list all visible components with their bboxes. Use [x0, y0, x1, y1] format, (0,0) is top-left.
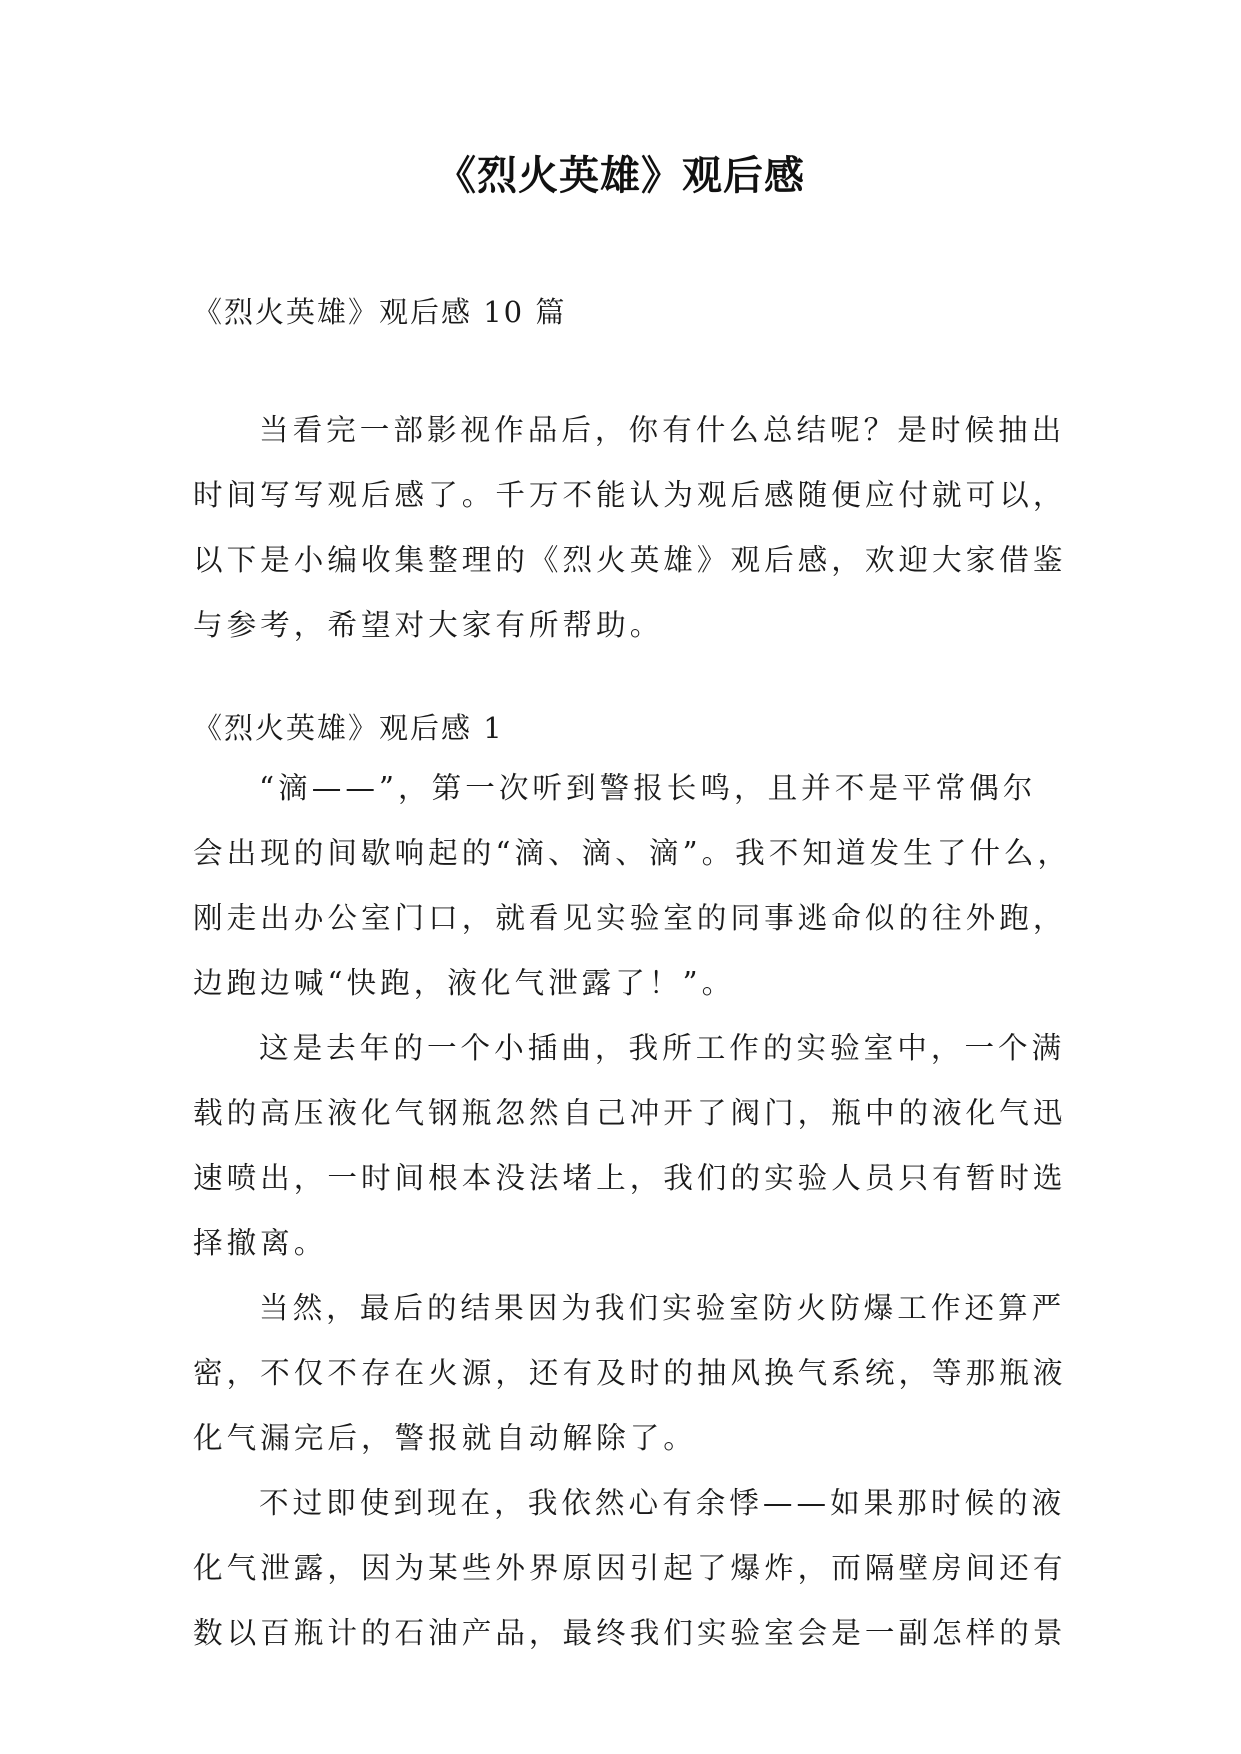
text-line: 当然，最后的结果因为我们实验室防火防爆工作还算严: [259, 1291, 1066, 1325]
text-line: 这是去年的一个小插曲，我所工作的实验室中，一个满: [259, 1031, 1066, 1065]
text-line: 刚走出办公室门口，就看见实验室的同事逃命似的往外跑，: [193, 901, 1067, 935]
text-line: 与参考，希望对大家有所帮助。: [193, 608, 664, 642]
body-paragraph-4: [193, 1471, 1073, 1666]
section-heading: 《烈火英雄》观后感 1: [193, 711, 504, 745]
body-paragraph-3: [193, 1276, 1073, 1471]
intro-paragraph: [193, 398, 1073, 658]
document-subtitle: 《烈火英雄》观后感 10 篇: [193, 295, 567, 329]
text-line: 密，不仅不存在火源，还有及时的抽风换气系统，等那瓶液: [193, 1356, 1067, 1390]
text-line: 速喷出，一时间根本没法堵上，我们的实验人员只有暂时选: [193, 1161, 1067, 1195]
text-line: 以下是小编收集整理的《烈火英雄》观后感，欢迎大家借鉴: [193, 543, 1067, 577]
text-line: 化气泄露，因为某些外界原因引起了爆炸，而隔壁房间还有: [193, 1551, 1067, 1585]
text-line: “滴——”，第一次听到警报长鸣，且并不是平常偶尔: [259, 771, 1037, 805]
text-line: 当看完一部影视作品后，你有什么总结呢？是时候抽出: [259, 413, 1066, 447]
text-line: 载的高压液化气钢瓶忽然自己冲开了阀门，瓶中的液化气迅: [193, 1096, 1067, 1130]
text-line: 边跑边喊“快跑，液化气泄露了！”。: [193, 966, 736, 1000]
text-line: 不过即使到现在，我依然心有余悸——如果那时候的液: [259, 1486, 1066, 1520]
text-line: 化气漏完后，警报就自动解除了。: [193, 1421, 697, 1455]
text-line: 择撤离。: [193, 1226, 328, 1260]
document-title: 《烈火英雄》观后感: [436, 152, 805, 199]
text-line: 时间写写观后感了。千万不能认为观后感随便应付就可以，: [193, 478, 1067, 512]
body-paragraph-2: [193, 1016, 1073, 1276]
body-paragraph-1: [193, 756, 1073, 1016]
text-line: 会出现的间歇响起的“滴、滴、滴”。我不知道发生了什么，: [193, 836, 1072, 870]
text-line: 数以百瓶计的石油产品，最终我们实验室会是一副怎样的景: [193, 1616, 1067, 1650]
